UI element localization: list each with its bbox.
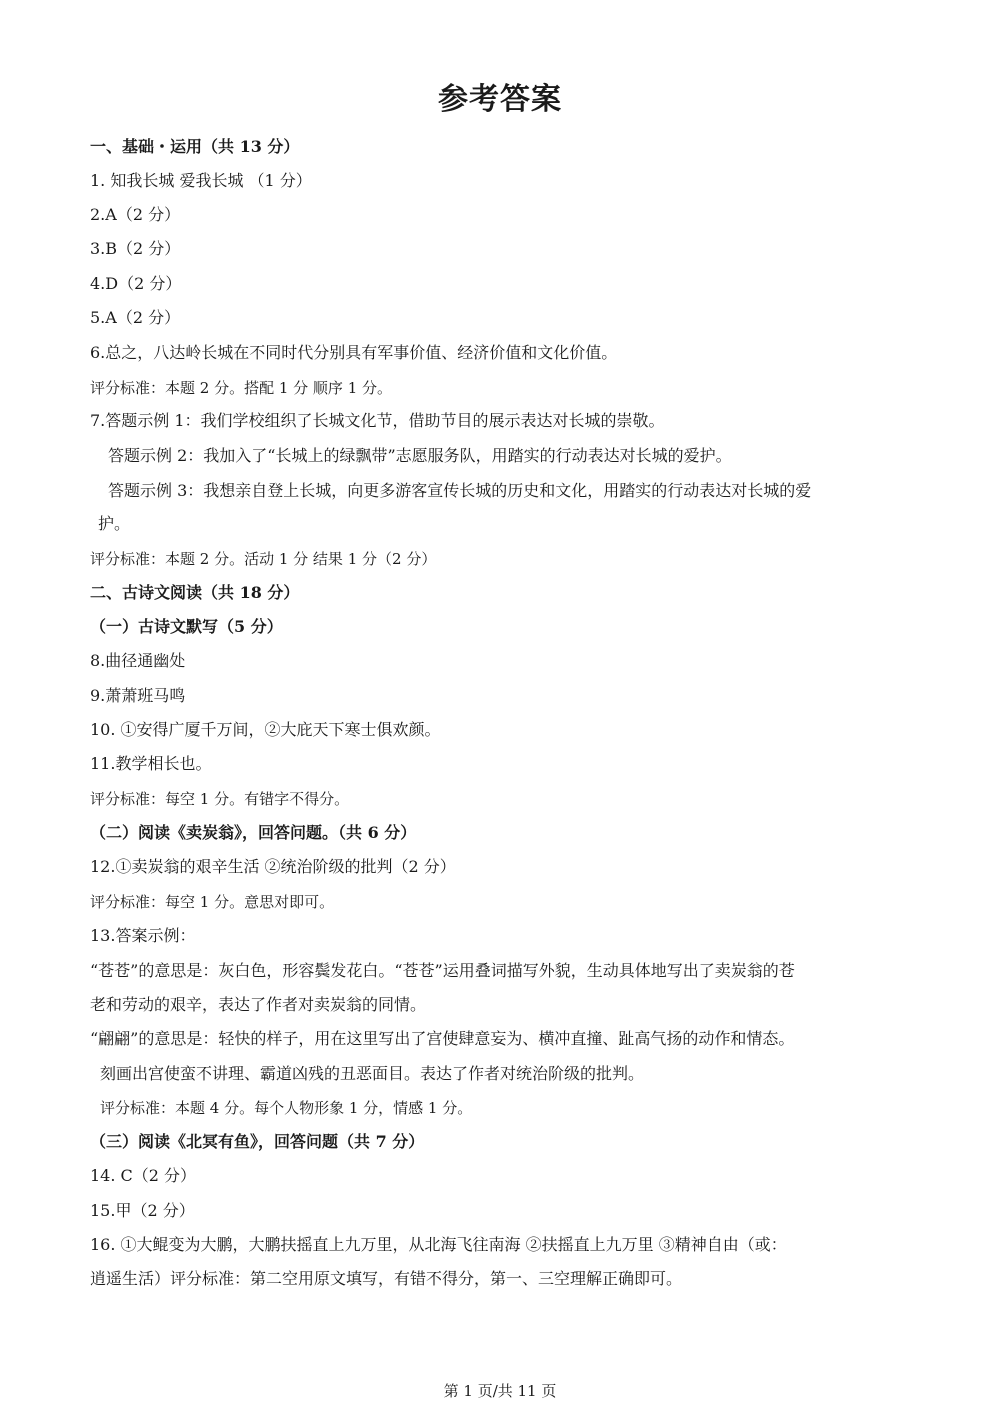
section-heading-1: 一、基础・运用（共 13 分） bbox=[90, 137, 300, 156]
grading-note-13: 评分标准：本题 4 分。每个人物形象 1 分，情感 1 分。 bbox=[100, 1099, 473, 1117]
answer-15: 15.甲（2 分） bbox=[90, 1201, 195, 1220]
answer-13-para-1: “苍苍”的意思是：灰白色，形容鬓发花白。“苍苍”运用叠词描写外貌，生动具体地写出了卖炭翁的苍 bbox=[90, 961, 795, 980]
grading-note-6: 评分标准：本题 2 分。搭配 1 分 顺序 1 分。 bbox=[90, 379, 393, 397]
answer-2: 2.A（2 分） bbox=[90, 205, 181, 224]
answer-4: 4.D（2 分） bbox=[90, 274, 182, 293]
answer-14: 14. C（2 分） bbox=[90, 1166, 197, 1185]
answer-7-example-3: 答题示例 3：我想亲自登上长城，向更多游客宣传长城的历史和文化，用踏实的行动表达对长城的爱 bbox=[108, 481, 812, 500]
answer-13-para-1-cont: 老和劳动的艰辛，表达了作者对卖炭翁的同情。 bbox=[90, 995, 427, 1014]
answer-8: 8.曲径通幽处 bbox=[90, 651, 186, 670]
answer-1: 1. 知我长城 爱我长城 （1 分） bbox=[90, 171, 312, 190]
answer-7-example-3-cont: 护。 bbox=[98, 514, 131, 533]
grading-note-12: 评分标准：每空 1 分。意思对即可。 bbox=[90, 893, 335, 911]
answer-6: 6.总之，八达岭长城在不同时代分别具有军事价值、经济价值和文化价值。 bbox=[90, 343, 618, 362]
answer-13-para-2-cont: 刻画出宫使蛮不讲理、霸道凶残的丑恶面目。表达了作者对统治阶级的批判。 bbox=[100, 1064, 645, 1083]
answer-16-cont: 逍遥生活）评分标准：第二空用原文填写，有错不得分，第一、三空理解正确即可。 bbox=[90, 1269, 683, 1288]
subsection-heading-3: （三）阅读《北冥有鱼》，回答问题（共 7 分） bbox=[90, 1132, 425, 1151]
grading-note-8-11: 评分标准：每空 1 分。有错字不得分。 bbox=[90, 790, 350, 808]
answer-11: 11.教学相长也。 bbox=[90, 754, 212, 773]
answer-3: 3.B（2 分） bbox=[90, 239, 181, 258]
answer-12: 12.①卖炭翁的艰辛生活 ②统治阶级的批判（2 分） bbox=[90, 857, 456, 876]
answer-5: 5.A（2 分） bbox=[90, 308, 181, 327]
answer-16: 16. ①大鲲变为大鹏，大鹏扶摇直上九万里，从北海飞往南海 ②扶摇直上九万里 ③精神自由（或： bbox=[90, 1235, 787, 1254]
grading-note-7: 评分标准：本题 2 分。活动 1 分 结果 1 分（2 分） bbox=[90, 550, 437, 568]
answer-7-example-2: 答题示例 2：我加入了“长城上的绿飘带”志愿服务队，用踏实的行动表达对长城的爱护。 bbox=[108, 446, 732, 465]
answer-13-para-2: “翩翩”的意思是：轻快的样子，用在这里写出了宫使肆意妄为、横冲直撞、趾高气扬的动作和情态。 bbox=[90, 1029, 795, 1048]
answer-13-heading: 13.答案示例： bbox=[90, 926, 196, 945]
answer-9: 9.萧萧班马鸣 bbox=[90, 686, 186, 705]
subsection-heading-2: （二）阅读《卖炭翁》，回答问题。（共 6 分） bbox=[90, 823, 417, 842]
section-heading-2: 二、古诗文阅读（共 18 分） bbox=[90, 583, 300, 602]
answer-10: 10. ①安得广厦千万间，②大庇天下寒士俱欢颜。 bbox=[90, 720, 441, 739]
answer-7-example-1: 7.答题示例 1：我们学校组织了长城文化节，借助节目的展示表达对长城的崇敬。 bbox=[90, 411, 665, 430]
page-number: 第 1 页/共 11 页 bbox=[443, 1382, 557, 1400]
subsection-heading-1: （一）古诗文默写（5 分） bbox=[90, 617, 283, 636]
page-title: 参考答案 bbox=[438, 82, 562, 117]
